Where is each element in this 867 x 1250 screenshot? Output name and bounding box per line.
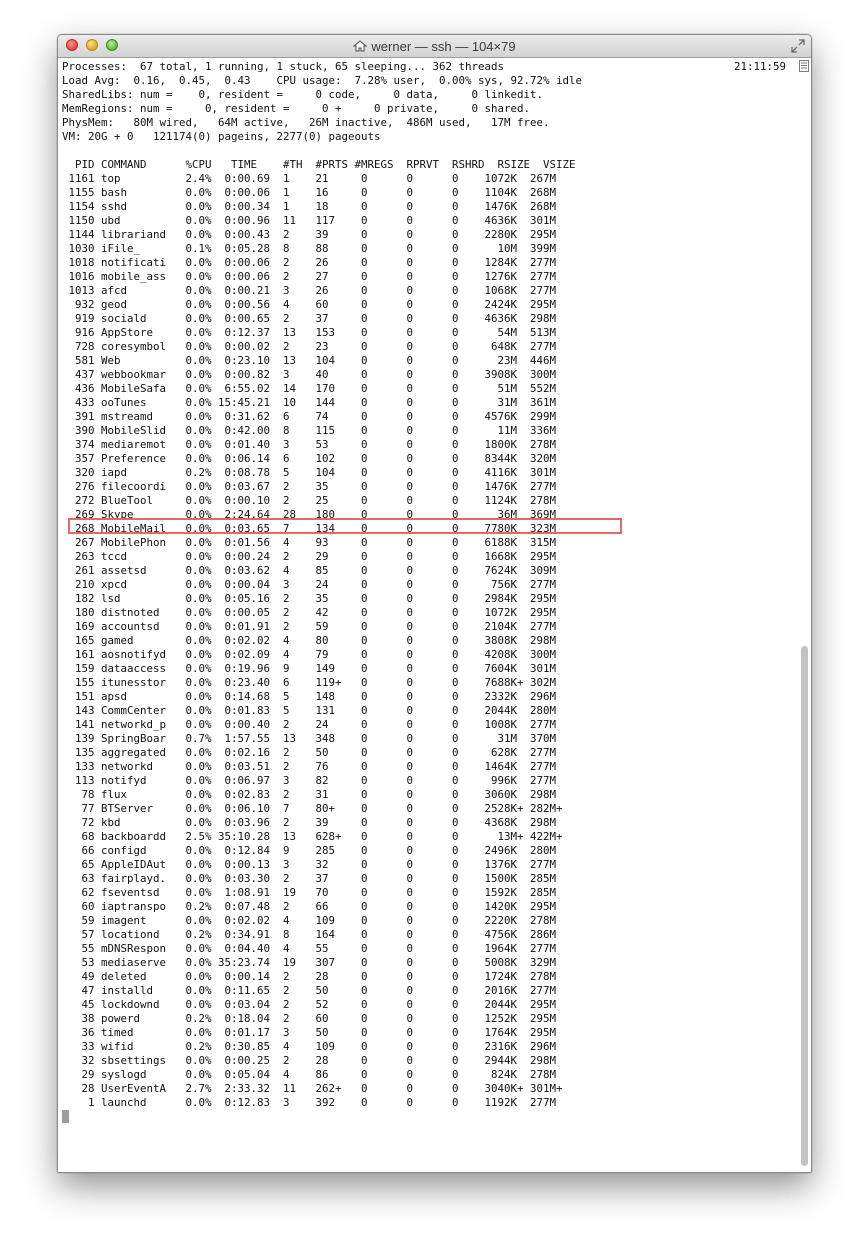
process-row: 276 filecoordi 0.0% 0:03.67 2 35 0 0 0 1476K 277M bbox=[62, 480, 557, 493]
process-row: 165 gamed 0.0% 0:02.02 4 80 0 0 0 3808K 298M bbox=[62, 634, 557, 647]
process-row: 261 assetsd 0.0% 0:03.62 4 85 0 0 0 7624K 309M bbox=[62, 564, 557, 577]
highlight-box-mobilemail bbox=[68, 518, 622, 534]
process-row: 210 xpcd 0.0% 0:00.04 3 24 0 0 0 756K 277M bbox=[62, 578, 557, 591]
process-row: 133 networkd 0.0% 0:03.51 2 76 0 0 0 1464K 277M bbox=[62, 760, 557, 773]
scroll-thumb[interactable] bbox=[801, 646, 808, 1166]
process-row: 159 dataaccess 0.0% 0:19.96 9 149 0 0 0 7604K 301M bbox=[62, 662, 557, 675]
terminal-output bbox=[62, 60, 582, 1110]
process-row: 139 SpringBoar 0.7% 1:57.55 13 348 0 0 0 31M 370M bbox=[62, 732, 557, 745]
home-icon bbox=[353, 40, 367, 52]
header-line: Processes: 67 total, 1 running, 1 stuck, 65 sleeping... 362 threads bbox=[62, 60, 505, 73]
process-row: 180 distnoted 0.0% 0:00.05 2 42 0 0 0 1072K 295M bbox=[62, 606, 557, 619]
process-row: 263 tccd 0.0% 0:00.24 2 29 0 0 0 1668K 295M bbox=[62, 550, 557, 563]
process-row: 436 MobileSafa 0.0% 6:55.02 14 170 0 0 0 51M 552M bbox=[62, 382, 557, 395]
fullscreen-icon[interactable] bbox=[791, 39, 805, 53]
header-line: VM: 20G + 0 121174(0) pageins, 2277(0) pageouts bbox=[62, 130, 381, 143]
process-row: 1161 top 2.4% 0:00.69 1 21 0 0 0 1072K 267M bbox=[62, 172, 557, 185]
process-row: 49 deleted 0.0% 0:00.14 2 28 0 0 0 1724K 278M bbox=[62, 970, 557, 983]
process-row: 77 BTServer 0.0% 0:06.10 7 80+ 0 0 0 2528K+ 282M+ bbox=[62, 802, 563, 815]
process-row: 1144 librariand 0.0% 0:00.43 2 39 0 0 0 2280K 295M bbox=[62, 228, 557, 241]
process-row: 78 flux 0.0% 0:02.83 2 31 0 0 0 3060K 298M bbox=[62, 788, 557, 801]
process-row: 433 ooTunes 0.0% 15:45.21 10 144 0 0 0 31M 361M bbox=[62, 396, 557, 409]
process-row: 267 MobilePhon 0.0% 0:01.56 4 93 0 0 0 6188K 315M bbox=[62, 536, 557, 549]
process-row: 1013 afcd 0.0% 0:00.21 3 26 0 0 0 1068K 277M bbox=[62, 284, 557, 297]
process-row: 1150 ubd 0.0% 0:00.96 11 117 0 0 0 4636K 301M bbox=[62, 214, 557, 227]
header-line: PhysMem: 80M wired, 64M active, 26M inactive, 486M used, 17M free. bbox=[62, 116, 550, 129]
process-row: 169 accountsd 0.0% 0:01.91 2 59 0 0 0 2104K 277M bbox=[62, 620, 557, 633]
process-row: 932 geod 0.0% 0:00.56 4 60 0 0 0 2424K 295M bbox=[62, 298, 557, 311]
process-row: 63 fairplayd. 0.0% 0:03.30 2 37 0 0 0 1500K 285M bbox=[62, 872, 557, 885]
process-row: 62 fseventsd 0.0% 1:08.91 19 70 0 0 0 1592K 285M bbox=[62, 886, 557, 899]
process-row: 161 aosnotifyd 0.0% 0:02.09 4 79 0 0 0 4208K 300M bbox=[62, 648, 557, 661]
text-cursor bbox=[62, 1110, 69, 1123]
process-row: 1155 bash 0.0% 0:00.06 1 16 0 0 0 1104K 268M bbox=[62, 186, 557, 199]
process-row: 581 Web 0.0% 0:23.10 13 104 0 0 0 23M 446M bbox=[62, 354, 557, 367]
vertical-scrollbar[interactable] bbox=[799, 76, 811, 1172]
process-row: 36 timed 0.0% 0:01.17 3 50 0 0 0 1764K 295M bbox=[62, 1026, 557, 1039]
process-row: 728 coresymbol 0.0% 0:00.02 2 23 0 0 0 648K 277M bbox=[62, 340, 557, 353]
process-row: 269 Skype 0.0% 2:24.64 28 180 0 0 0 36M 369M bbox=[62, 508, 557, 521]
process-row: 29 syslogd 0.0% 0:05.04 4 86 0 0 0 824K 278M bbox=[62, 1068, 557, 1081]
process-row: 143 CommCenter 0.0% 0:01.83 5 131 0 0 0 2044K 280M bbox=[62, 704, 557, 717]
title-bar[interactable] bbox=[58, 35, 811, 58]
process-row: 141 networkd_p 0.0% 0:00.40 2 24 0 0 0 1008K 277M bbox=[62, 718, 557, 731]
process-row: 53 mediaserve 0.0% 35:23.74 19 307 0 0 0 5008K 329M bbox=[62, 956, 557, 969]
process-row: 45 lockdownd 0.0% 0:03.04 2 52 0 0 0 2044K 295M bbox=[62, 998, 557, 1011]
process-row: 55 mDNSRespon 0.0% 0:04.40 4 55 0 0 0 1964K 277M bbox=[62, 942, 557, 955]
header-line: MemRegions: num = 0, resident = 0 + 0 private, 0 shared. bbox=[62, 102, 531, 115]
marks-icon[interactable] bbox=[799, 60, 809, 72]
process-row: 47 installd 0.0% 0:11.65 2 50 0 0 0 2016K 277M bbox=[62, 984, 557, 997]
process-row: 113 notifyd 0.0% 0:06.97 3 82 0 0 0 996K 277M bbox=[62, 774, 557, 787]
process-row: 1154 sshd 0.0% 0:00.34 1 18 0 0 0 1476K 268M bbox=[62, 200, 557, 213]
process-row: 391 mstreamd 0.0% 0:31.62 6 74 0 0 0 4576K 299M bbox=[62, 410, 557, 423]
process-row: 320 iapd 0.2% 0:08.78 5 104 0 0 0 4116K 301M bbox=[62, 466, 557, 479]
process-row: 135 aggregated 0.0% 0:02.16 2 50 0 0 0 628K 277M bbox=[62, 746, 557, 759]
process-row: 65 AppleIDAut 0.0% 0:00.13 3 32 0 0 0 1376K 277M bbox=[62, 858, 557, 871]
process-row: 57 locationd 0.2% 0:34.91 8 164 0 0 0 4756K 286M bbox=[62, 928, 557, 941]
process-row: 38 powerd 0.2% 0:18.04 2 60 0 0 0 1252K 295M bbox=[62, 1012, 557, 1025]
process-row: 66 configd 0.0% 0:12.84 9 285 0 0 0 2496K 280M bbox=[62, 844, 557, 857]
process-row: 1030 iFile_ 0.1% 0:05.28 8 88 0 0 0 10M 399M bbox=[62, 242, 557, 255]
process-row: 68 backboardd 2.5% 35:10.28 13 628+ 0 0 0 13M+ 422M+ bbox=[62, 830, 563, 843]
process-row: 916 AppStore 0.0% 0:12.37 13 153 0 0 0 54M 513M bbox=[62, 326, 557, 339]
blank-line bbox=[62, 144, 582, 158]
process-row: 390 MobileSlid 0.0% 0:42.00 8 115 0 0 0 11M 336M bbox=[62, 424, 557, 437]
header-line: Load Avg: 0.16, 0.45, 0.43 CPU usage: 7.28% user, 0.00% sys, 92.72% idle bbox=[62, 74, 583, 87]
process-row: 72 kbd 0.0% 0:03.96 2 39 0 0 0 4368K 298M bbox=[62, 816, 557, 829]
clock: 21:11:59 bbox=[734, 60, 787, 73]
terminal-content[interactable] bbox=[58, 58, 811, 1172]
process-row: 155 itunesstor 0.0% 0:23.40 6 119+ 0 0 0 7688K+ 302M bbox=[62, 676, 557, 689]
process-row: 374 mediaremot 0.0% 0:01.40 3 53 0 0 0 1800K 278M bbox=[62, 438, 557, 451]
process-row: 60 iaptranspo 0.2% 0:07.48 2 66 0 0 0 1420K 295M bbox=[62, 900, 557, 913]
process-row: 151 apsd 0.0% 0:14.68 5 148 0 0 0 2332K 296M bbox=[62, 690, 557, 703]
process-row: 1 launchd 0.0% 0:12.83 3 392 0 0 0 1192K 277M bbox=[62, 1096, 557, 1109]
process-row: 33 wifid 0.2% 0:30.85 4 109 0 0 0 2316K 296M bbox=[62, 1040, 557, 1053]
process-list bbox=[62, 172, 582, 1110]
process-row: 268 MobileMail 0.0% 0:03.65 7 134 0 0 0 7780K 323M bbox=[62, 522, 557, 535]
process-row: 32 sbsettings 0.0% 0:00.25 2 28 0 0 0 2944K 298M bbox=[62, 1054, 557, 1067]
header-line: SharedLibs: num = 0, resident = 0 code, 0 data, 0 linkedit. bbox=[62, 88, 544, 101]
process-row: 1018 notificati 0.0% 0:00.06 2 26 0 0 0 1284K 277M bbox=[62, 256, 557, 269]
process-row: 272 BlueTool 0.0% 0:00.10 2 25 0 0 0 1124K 278M bbox=[62, 494, 557, 507]
process-row: 182 lsd 0.0% 0:05.16 2 35 0 0 0 2984K 295M bbox=[62, 592, 557, 605]
process-row: 28 UserEventA 2.7% 2:33.32 11 262+ 0 0 0 3040K+ 301M+ bbox=[62, 1082, 563, 1095]
process-row: 357 Preference 0.0% 0:06.14 6 102 0 0 0 8344K 320M bbox=[62, 452, 557, 465]
process-row: 1016 mobile_ass 0.0% 0:00.06 2 27 0 0 0 1276K 277M bbox=[62, 270, 557, 283]
window-title-area bbox=[58, 35, 811, 57]
column-header: PID COMMAND %CPU TIME #TH #PRTS #MREGS RPRVT RSHRD RSIZE VSIZE bbox=[62, 158, 576, 171]
terminal-window bbox=[57, 34, 812, 1173]
process-row: 59 imagent 0.0% 0:02.02 4 109 0 0 0 2220K 278M bbox=[62, 914, 557, 927]
window-title: werner — ssh — 104×79 bbox=[371, 38, 516, 54]
process-row: 919 sociald 0.0% 0:00.65 2 37 0 0 0 4636K 298M bbox=[62, 312, 557, 325]
process-row: 437 webbookmar 0.0% 0:00.82 3 40 0 0 0 3908K 300M bbox=[62, 368, 557, 381]
